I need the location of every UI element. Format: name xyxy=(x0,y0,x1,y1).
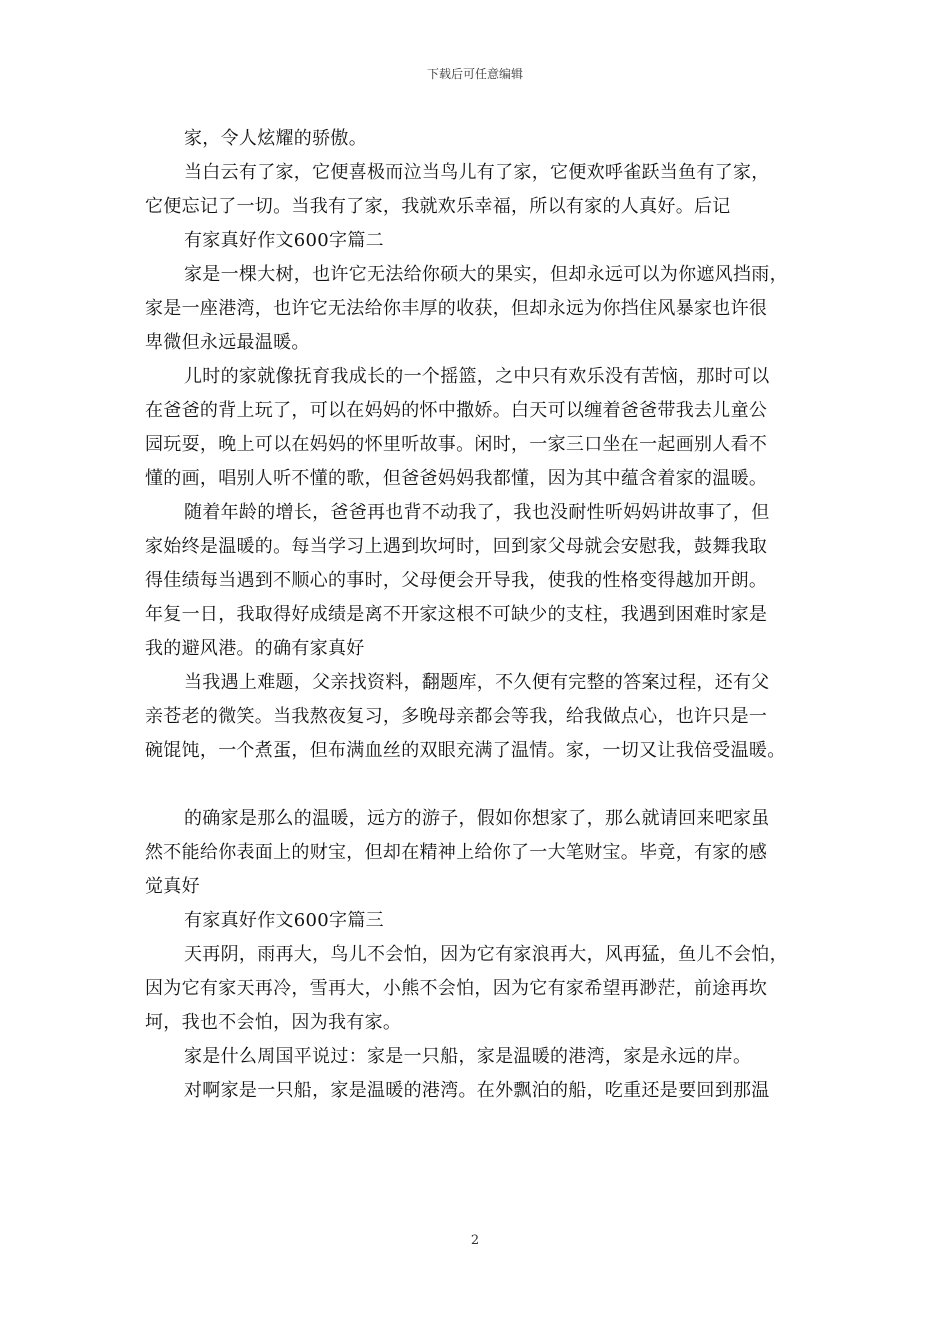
text-line: 在爸爸的背上玩了，可以在妈妈的怀中撒娇。白天可以缠着爸爸带我去儿童公 xyxy=(145,400,768,421)
page-number: 2 xyxy=(470,1233,480,1248)
text-line: 家始终是温暖的。每当学习上遇到坎坷时，回到家父母就会安慰我，鼓舞我取 xyxy=(145,536,768,557)
text-line: 碗馄饨，一个煮蛋，但布满血丝的双眼充满了温情。家，一切又让我倍受温暖。 xyxy=(145,740,786,761)
text-line: 然不能给你表面上的财宝，但却在精神上给你了一大笔财宝。毕竟，有家的感 xyxy=(145,842,768,863)
blank-line xyxy=(145,768,815,802)
text-line: 天再阴，雨再大，鸟儿不会怕，因为它有家浪再大，风再猛，鱼儿不会怕， xyxy=(184,944,788,965)
text-line: 对啊家是一只船，家是温暖的港湾。在外飘泊的船，吃重还是要回到那温 xyxy=(184,1080,770,1101)
text-line: 亲苍老的微笑。当我熬夜复习，多晚母亲都会等我，给我做点心，也许只是一 xyxy=(145,706,768,727)
text-line: 年复一日，我取得好成绩是离不开家这根不可缺少的支柱，我遇到困难时家是 xyxy=(145,604,768,625)
text-line: 家是一座港湾，也许它无法给你丰厚的收获，但却永远为你挡住风暴家也许很 xyxy=(145,298,768,319)
text-line: 有家真好作文600字篇三 xyxy=(184,910,384,931)
text-line: 觉真好 xyxy=(145,876,200,897)
text-line: 坷，我也不会怕，因为我有家。 xyxy=(145,1012,402,1033)
text-line: 当白云有了家，它便喜极而泣当鸟儿有了家，它便欢呼雀跃当鱼有了家， xyxy=(184,162,770,183)
page-header: 下载后可任意编辑 xyxy=(426,67,523,81)
text-line: 的确家是那么的温暖，远方的游子，假如你想家了，那么就请回来吧家虽 xyxy=(184,808,770,829)
text-line: 有家真好作文600字篇二 xyxy=(184,230,384,251)
text-line: 卑微但永远最温暖。 xyxy=(145,332,310,353)
text-line: 家是一棵大树，也许它无法给你硕大的果实，但却永远可以为你遮风挡雨， xyxy=(184,264,788,285)
text-line: 得佳绩每当遇到不顺心的事时，父母便会开导我，使我的性格变得越加开朗。 xyxy=(145,570,768,591)
text-line: 家，令人炫耀的骄傲。 xyxy=(184,128,367,149)
text-line: 它便忘记了一切。当我有了家，我就欢乐幸福，所以有家的人真好。后记 xyxy=(145,196,731,217)
text-line: 随着年龄的增长，爸爸再也背不动我了，我也没耐性听妈妈讲故事了，但 xyxy=(184,502,770,523)
document-body xyxy=(145,122,815,1108)
text-line: 因为它有家天再冷，雪再大，小熊不会怕，因为它有家希望再渺茫，前途再坎 xyxy=(145,978,768,999)
text-line: 儿时的家就像抚育我成长的一个摇篮，之中只有欢乐没有苦恼，那时可以 xyxy=(184,366,770,387)
text-line: 园玩耍，晚上可以在妈妈的怀里听故事。闲时，一家三口坐在一起画别人看不 xyxy=(145,434,768,455)
text-line: 家是什么周国平说过：家是一只船，家是温暖的港湾，家是永远的岸。 xyxy=(184,1046,752,1067)
text-line: 我的避风港。的确有家真好 xyxy=(145,638,365,659)
text-line: 懂的画，唱别人听不懂的歌，但爸爸妈妈我都懂，因为其中蕴含着家的温暖。 xyxy=(145,468,768,489)
text-line: 当我遇上难题，父亲找资料，翻题库，不久便有完整的答案过程，还有父 xyxy=(184,672,770,693)
